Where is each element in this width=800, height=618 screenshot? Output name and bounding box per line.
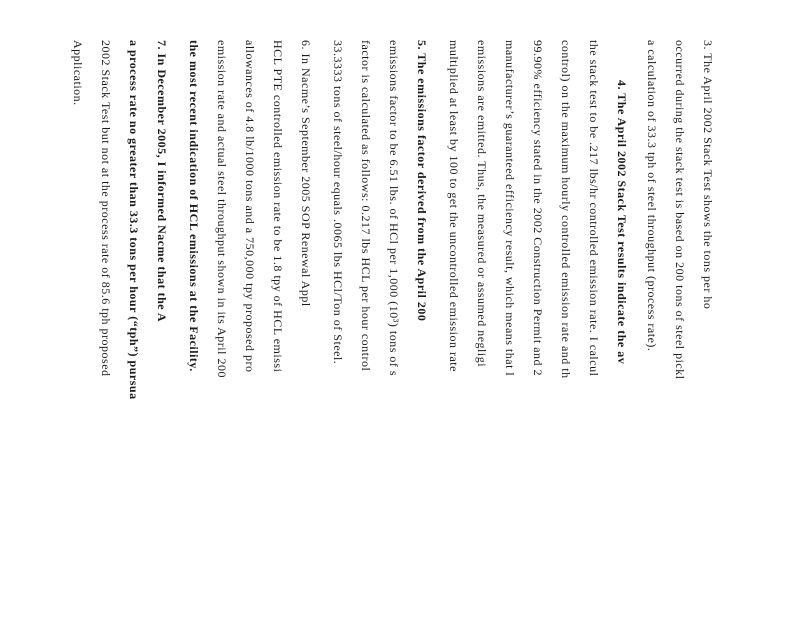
paragraph-4-line-3: control) on the maximum hourly controlled emission rate and th — [559, 40, 573, 379]
paragraph-5-line-4: 33.3333 tons of steel/hour equals .0065 lbs HCl/Ton of Steel. — [331, 40, 345, 365]
paragraph-3-line-3: a calculation of 33.3 tph of steel throughput (process rate). — [645, 40, 659, 352]
paragraph-4-line-1: 4. The April 2002 Stack Test results indicate the av — [615, 80, 629, 365]
paragraph-7-line-2: a process rate no greater than 33.3 tons per hour (“tph”) pursua — [127, 40, 141, 400]
paragraph-3-line-2: occurred during the stack test is based on 200 tons of steel pickl — [673, 40, 687, 380]
paragraph-4-line-6: emissions are emitted. Thus, the measured or assumed negligi — [475, 40, 489, 368]
paragraph-6-line-2: HCL PTE controlled emission rate to be 1.8 tpy of HCL emissi — [271, 40, 285, 373]
paragraph-5-line-1: 5. The emissions factor derived from the April 200 — [415, 40, 429, 322]
paragraph-4-line-2: the stack test to be .217 lbs/hr controlled emission rate. I calcul — [587, 40, 601, 377]
paragraph-7-line-3: 2002 Stack Test but not at the process rate of 85.6 tph proposed — [99, 40, 113, 377]
paragraph-6-line-3: allowances of 4.8 lb/1000 tons and a 750,000 tpy proposed pro — [243, 40, 257, 373]
paragraph-4-line-7: multiplied at least by 100 to get the uncontrolled emission rate — [447, 40, 461, 372]
paragraph-6-line-4: emission rate and actual steel throughput shown in its April 200 — [215, 40, 229, 378]
rotated-text-block — [71, 40, 715, 618]
paragraph-7-line-4: Application. — [71, 40, 85, 106]
paragraph-5-line-3: factor is calculated as follows: 0.217 lbs HCL per hour control — [359, 40, 373, 372]
paragraph-6-line-1: 6. In Nacme’s September 2005 SOP Renewal Appl — [299, 40, 313, 307]
paragraph-4-line-5: manufacturer’s guaranteed efficiency result, which means that l — [503, 40, 517, 377]
paragraph-7-line-1: 7. In December 2005, I informed Nacme that the A — [155, 40, 169, 323]
paragraph-6-line-5: the most recent indication of HCL emissions at the Facility. — [187, 40, 201, 372]
paragraph-4-line-4: 99.90% efficiency stated in the 2002 Construction Permit and 2 — [531, 40, 545, 377]
paragraph-3-line-1: 3. The April 2002 Stack Test shows the tons per ho — [701, 40, 715, 310]
paragraph-5-line-2: emissions factor to be 6.51 lbs. of HCl per 1,000 (10³) tons of s — [387, 40, 401, 377]
